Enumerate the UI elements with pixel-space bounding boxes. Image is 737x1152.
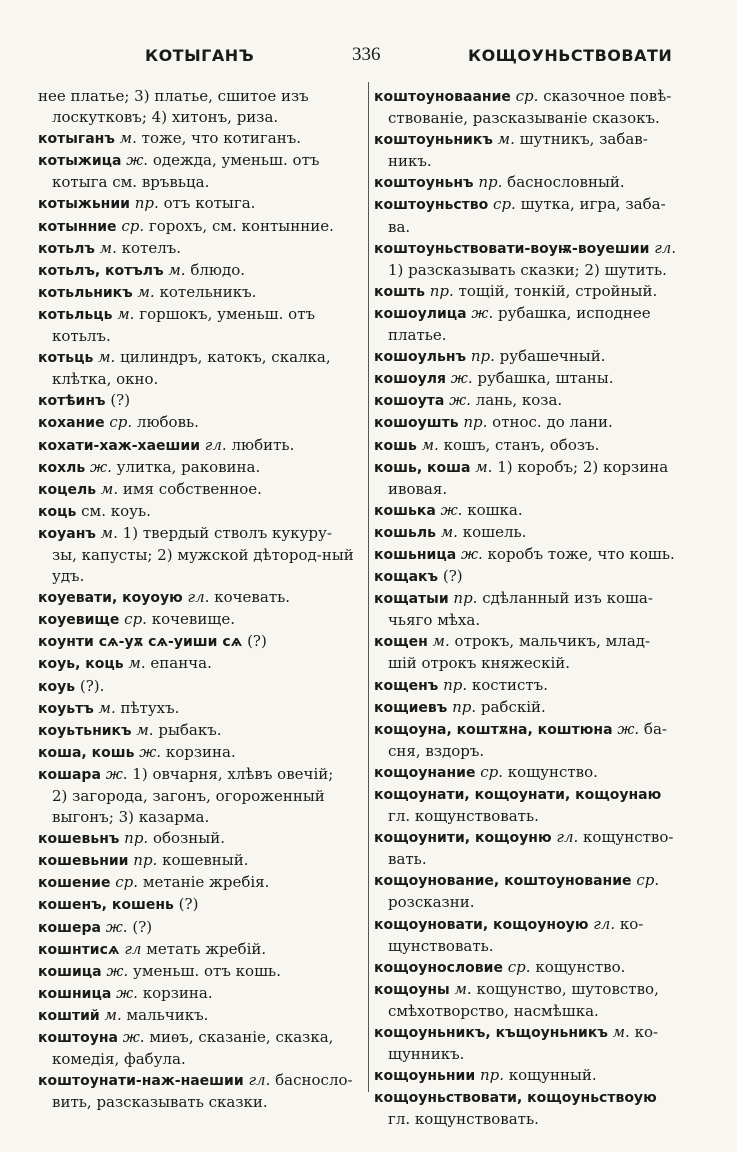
entry-headword: кощоуна, коштѫна, коштюна bbox=[374, 721, 613, 738]
entry-headword: коша, кошь bbox=[38, 744, 135, 761]
entry-headword: кошнтисѧ bbox=[38, 941, 120, 958]
entry-definition: кошевный. bbox=[162, 851, 249, 870]
entry-definition: тоже, что котиганъ. bbox=[141, 129, 302, 148]
entry-grammar: м. bbox=[128, 654, 146, 673]
dictionary-entry bbox=[374, 1087, 708, 1130]
dictionary-entry bbox=[38, 347, 368, 390]
entry-grammar: пр. bbox=[452, 697, 477, 716]
dictionary-entry bbox=[374, 390, 708, 412]
entry-grammar: м. bbox=[612, 1023, 630, 1042]
entry-grammar: ж. bbox=[90, 457, 112, 476]
dictionary-entry bbox=[38, 457, 368, 479]
dictionary-entry bbox=[38, 260, 368, 282]
entry-grammar: ж. bbox=[617, 719, 640, 738]
entry-grammar: ж. bbox=[460, 544, 483, 563]
dictionary-entry bbox=[38, 828, 368, 850]
entry-continuation: смѣхотворство, насмѣшка. bbox=[388, 1001, 599, 1020]
dictionary-entry bbox=[38, 764, 368, 828]
entry-grammar: пр. bbox=[134, 194, 159, 213]
dictionary-entry bbox=[38, 501, 368, 523]
entry-grammar: ж. bbox=[139, 742, 162, 761]
entry-headword: кощенъ bbox=[374, 677, 439, 694]
entry-definition: улитка, раковина. bbox=[116, 457, 261, 476]
dictionary-entry bbox=[374, 500, 708, 522]
entry-definition: кочевать. bbox=[214, 588, 291, 607]
dictionary-entry bbox=[374, 631, 708, 674]
entry-headword: коштоуньнъ bbox=[374, 175, 474, 192]
dictionary-entry bbox=[38, 631, 368, 653]
entry-grammar: м. bbox=[432, 632, 450, 651]
entry-headword: коуьтьникъ bbox=[38, 722, 132, 739]
entry-headword: котьць bbox=[38, 350, 94, 367]
entry-continuation: клѣтка, окно. bbox=[52, 370, 159, 389]
entry-definition: (?) bbox=[247, 632, 267, 651]
entry-continuation: розсказни. bbox=[388, 893, 475, 912]
entry-headword: кошара bbox=[38, 766, 101, 783]
entry-definition: кощунство- bbox=[583, 828, 674, 847]
entry-headword: кощакъ bbox=[374, 569, 439, 586]
entry-headword: кошенъ, кошень bbox=[38, 897, 174, 914]
entry-headword: коуанъ bbox=[38, 525, 96, 542]
dictionary-entry bbox=[38, 587, 368, 609]
entry-definition: лань, коза. bbox=[475, 391, 563, 410]
column-divider bbox=[368, 82, 369, 1092]
dictionary-entry bbox=[38, 238, 368, 260]
entry-grammar: пр. bbox=[463, 413, 488, 432]
dictionary-entry bbox=[38, 86, 368, 128]
entry-continuation: сня, вздоръ. bbox=[388, 741, 485, 760]
entry-headword: коць bbox=[38, 503, 77, 520]
dictionary-entry bbox=[374, 238, 708, 281]
dictionary-entry bbox=[374, 784, 708, 827]
entry-grammar: ср. bbox=[515, 87, 539, 105]
entry-grammar: гл. bbox=[187, 588, 210, 607]
dictionary-entry bbox=[38, 676, 368, 698]
entry-definition: уменьш. отъ кошь. bbox=[133, 961, 281, 980]
entry-headword: кошьница bbox=[374, 546, 457, 563]
entry-definition: (?) bbox=[442, 567, 463, 586]
entry-grammar: ж. bbox=[440, 500, 463, 519]
entry-definition: обозный. bbox=[152, 829, 225, 848]
header-left-word: КОТЫГАНЪ bbox=[145, 46, 255, 65]
entry-grammar: ж. bbox=[106, 961, 129, 980]
entry-headword: кохати-хаж-хаешии bbox=[38, 437, 201, 454]
dictionary-entry bbox=[38, 390, 368, 412]
entry-definition: горохъ, см. контынние. bbox=[148, 216, 334, 235]
dictionary-entry bbox=[374, 870, 708, 913]
entry-grammar: пр. bbox=[479, 1066, 504, 1085]
dictionary-entry bbox=[38, 304, 368, 347]
entry-continuation: 2) загорода, загонъ, огороженный выгонъ; 3) казарма. bbox=[52, 787, 325, 827]
dictionary-entry bbox=[374, 346, 708, 368]
entry-headword: коуь bbox=[38, 678, 76, 695]
entry-definition: ко- bbox=[634, 1023, 659, 1042]
entry-grammar: м. bbox=[421, 435, 439, 454]
entry-definition: миѳъ, сказаніе, сказка, bbox=[149, 1028, 334, 1047]
dictionary-entry bbox=[374, 194, 708, 237]
entry-headword: котьлъ, котълъ bbox=[38, 262, 164, 279]
entry-headword: кошь, коша bbox=[374, 459, 471, 476]
entry-headword: кошница bbox=[38, 985, 112, 1002]
dictionary-entry bbox=[374, 914, 708, 957]
entry-headword: кощоунати, кощоунати, кощоунаю bbox=[374, 787, 662, 803]
dictionary-entry bbox=[374, 368, 708, 390]
dictionary-entry bbox=[374, 1065, 708, 1087]
entry-grammar: пр. bbox=[453, 589, 478, 608]
entry-grammar: пр. bbox=[429, 281, 454, 300]
entry-headword: кошоулица bbox=[374, 305, 467, 322]
entry-headword: коунти сѧ-уѫ сѧ-уиши сѧ bbox=[38, 634, 243, 651]
dictionary-entry bbox=[374, 566, 708, 588]
entry-definition: рыбакъ. bbox=[158, 720, 222, 739]
entry-definition: кощунство. bbox=[507, 762, 598, 781]
entry-definition: кощунный. bbox=[508, 1066, 597, 1085]
entry-definition: (?). bbox=[79, 676, 105, 695]
entry-headword: кощоуньнии bbox=[374, 1068, 476, 1085]
entry-continuation: шій отрокъ княжескій. bbox=[388, 654, 571, 673]
entry-grammar: ж. bbox=[122, 1028, 145, 1047]
entry-definition: котелъ. bbox=[121, 238, 182, 257]
entry-definition: кошъ, станъ, обозъ. bbox=[443, 435, 600, 454]
entry-headword: кощоунание bbox=[374, 764, 476, 781]
dictionary-entry bbox=[38, 523, 368, 587]
entry-continuation: гл. кощунствовать. bbox=[388, 807, 539, 826]
entry-headword: кошь bbox=[374, 437, 417, 454]
entry-definition: относ. до лани. bbox=[492, 413, 613, 432]
entry-definition: любить. bbox=[231, 435, 295, 454]
entry-definition: отъ котыга. bbox=[163, 194, 256, 213]
entry-definition: 1) твердый стволъ кукуру- bbox=[122, 523, 332, 542]
dictionary-entry bbox=[38, 872, 368, 894]
dictionary-entry bbox=[374, 827, 708, 870]
entry-definition: рубашка, штаны. bbox=[477, 369, 614, 388]
entry-grammar: ж. bbox=[471, 303, 494, 322]
entry-definition: рабскій. bbox=[480, 697, 546, 716]
entry-grammar: м. bbox=[454, 979, 472, 998]
dictionary-entry bbox=[374, 675, 708, 697]
entry-grammar: м. bbox=[168, 260, 186, 279]
entry-headword: котыжица bbox=[38, 153, 122, 170]
entry-headword: котынние bbox=[38, 218, 117, 235]
entry-headword: котыжьнии bbox=[38, 196, 130, 213]
entry-continuation: вить, разсказывать сказки. bbox=[52, 1093, 268, 1112]
entry-grammar: пр. bbox=[124, 829, 149, 848]
entry-continuation: никъ. bbox=[388, 152, 432, 171]
entry-definition: шутникъ, забав- bbox=[519, 130, 648, 149]
entry-grammar: пр. bbox=[470, 347, 495, 366]
dictionary-entry bbox=[38, 720, 368, 742]
entry-headword: кощиевъ bbox=[374, 699, 448, 716]
entry-grammar: м. bbox=[475, 457, 493, 476]
entry-definition: имя собственное. bbox=[122, 479, 262, 498]
entry-headword: коштий bbox=[38, 1007, 100, 1024]
dictionary-entry bbox=[38, 939, 368, 961]
entry-definition: кощунство, шутовство, bbox=[476, 979, 659, 998]
entry-headword: коштоунати-наж-наешии bbox=[38, 1073, 244, 1090]
entry-headword: коштоуна bbox=[38, 1030, 118, 1047]
entry-headword: кощоуны bbox=[374, 981, 450, 998]
entry-grammar: гл bbox=[124, 939, 142, 958]
entry-continuation: гл. кощунствовать. bbox=[388, 1110, 539, 1129]
dictionary-entry bbox=[374, 588, 708, 631]
entry-headword: кощоуновати, кощоуноую bbox=[374, 916, 589, 933]
entry-headword: коуь, коць bbox=[38, 656, 124, 673]
entry-grammar: гл. bbox=[248, 1071, 271, 1090]
entry-grammar: м. bbox=[137, 282, 155, 301]
entry-grammar: гл. bbox=[204, 435, 227, 454]
entry-headword: котьлъ bbox=[38, 240, 95, 257]
entry-definition: епанча. bbox=[150, 654, 212, 673]
entry-definition: кощунство. bbox=[535, 957, 626, 976]
entry-headword: кошьль bbox=[374, 524, 436, 541]
entry-headword: кошька bbox=[374, 502, 436, 519]
entry-grammar: пр. bbox=[443, 675, 468, 694]
entry-definition: сказочное повѣ- bbox=[543, 87, 672, 105]
entry-grammar: ж. bbox=[105, 917, 128, 936]
entry-headword: кощоунование, коштоунование bbox=[374, 873, 632, 890]
entry-continuation: ствованіе, разсказываніе сказокъ. bbox=[388, 109, 660, 128]
entry-headword: коштоуньствовати-воуѭ-воуешии bbox=[374, 240, 650, 257]
entry-grammar: ж. bbox=[116, 983, 138, 1002]
dictionary-entry bbox=[374, 281, 708, 303]
entry-definition: мальчикъ. bbox=[126, 1005, 209, 1024]
entry-headword: коштоуновааниe bbox=[374, 89, 511, 105]
entry-continuation: платье. bbox=[388, 326, 447, 345]
entry-headword: коштоуньникъ bbox=[374, 132, 493, 149]
dictionary-entry bbox=[38, 961, 368, 983]
entry-continuation: котыга см. връвьца. bbox=[52, 173, 210, 192]
entry-definition: горшокъ, уменьш. отъ bbox=[139, 304, 316, 323]
entry-headword: кощоуньникъ, къщоуньникъ bbox=[374, 1025, 608, 1042]
dictionary-entry bbox=[38, 653, 368, 675]
entry-continuation: комедія, фабула. bbox=[52, 1050, 186, 1069]
entry-headword: кошица bbox=[38, 963, 102, 980]
entry-continuation: ивовая. bbox=[388, 479, 448, 498]
dictionary-entry bbox=[374, 957, 708, 979]
entry-definition: блюдо. bbox=[190, 260, 246, 279]
entry-definition: см. коуь. bbox=[81, 501, 151, 520]
entry-grammar: ж. bbox=[126, 151, 149, 170]
entry-grammar: ср. bbox=[636, 871, 660, 890]
entry-grammar: гл. bbox=[556, 828, 579, 847]
entry-definition: рубашечный. bbox=[499, 347, 606, 366]
right-column bbox=[374, 86, 708, 1131]
entry-headword: кошоута bbox=[374, 393, 445, 410]
entry-continuation: ва. bbox=[388, 217, 411, 236]
entry-headword: кошевьнъ bbox=[38, 831, 120, 848]
dictionary-entry bbox=[374, 412, 708, 434]
entry-headword: котыганъ bbox=[38, 131, 115, 148]
entry-definition: (?) bbox=[132, 917, 153, 936]
entry-headword: коцель bbox=[38, 481, 97, 498]
entry-continuation: щунствовать. bbox=[388, 936, 494, 955]
entry-continuation: котьлъ. bbox=[52, 327, 111, 346]
dictionary-entry bbox=[374, 172, 708, 194]
entry-definition: цилиндръ, катокъ, скалка, bbox=[120, 348, 331, 367]
header-right-word: КОЩОУНЬСТВОВАТИ bbox=[468, 46, 673, 65]
dictionary-entry bbox=[38, 479, 368, 501]
entry-definition: шутка, игра, заба- bbox=[520, 195, 666, 214]
dictionary-entry bbox=[38, 983, 368, 1005]
entry-grammar: м. bbox=[119, 129, 137, 148]
entry-headword: коуевати, коуоую bbox=[38, 590, 183, 607]
dictionary-entry bbox=[374, 86, 708, 129]
dictionary-entry bbox=[38, 1005, 368, 1027]
entry-grammar: м. bbox=[100, 479, 119, 498]
entry-grammar: м. bbox=[100, 523, 118, 542]
dictionary-entry bbox=[38, 894, 368, 916]
entry-grammar: ср. bbox=[115, 873, 139, 892]
entry-grammar: м. bbox=[497, 130, 515, 149]
entry-definition: ба- bbox=[643, 719, 667, 738]
entry-definition: нее платье; 3) платье, сшитое изъ bbox=[38, 87, 309, 105]
entry-grammar: м. bbox=[117, 304, 135, 323]
entry-headword: кощоунити, кощоуню bbox=[374, 830, 552, 847]
dictionary-entry bbox=[374, 435, 708, 457]
dictionary-entry bbox=[38, 128, 368, 150]
entry-definition: костистъ. bbox=[471, 675, 549, 694]
entry-definition: басносло- bbox=[275, 1071, 353, 1090]
entry-definition: любовь. bbox=[136, 413, 199, 432]
dictionary-entry bbox=[374, 979, 708, 1022]
entry-grammar: м. bbox=[440, 522, 458, 541]
dictionary-entry bbox=[374, 697, 708, 719]
entry-definition: котельникъ. bbox=[159, 282, 257, 301]
entry-headword: котѣинъ bbox=[38, 393, 106, 410]
entry-headword: кошоуля bbox=[374, 371, 446, 388]
entry-continuation: 1) разсказывать сказки; 2) шутить. bbox=[388, 260, 667, 279]
entry-headword: кощоунословие bbox=[374, 959, 503, 976]
entry-grammar: ср. bbox=[124, 610, 147, 629]
entry-continuation: лоскутковъ; 4) хитонъ, риза. bbox=[52, 108, 279, 127]
entry-grammar: ср. bbox=[480, 762, 504, 781]
entry-headword: кощен bbox=[374, 634, 428, 651]
entry-definition: метать жребій. bbox=[146, 939, 267, 958]
dictionary-entry bbox=[38, 435, 368, 457]
entry-definition: кошка. bbox=[467, 500, 523, 519]
entry-continuation: чьяго мѣха. bbox=[388, 611, 481, 630]
page-number: 336 bbox=[352, 44, 381, 65]
entry-grammar: м. bbox=[98, 348, 116, 367]
dictionary-entry bbox=[38, 742, 368, 764]
entry-grammar: м. bbox=[99, 238, 117, 257]
entry-definition: корзина. bbox=[165, 742, 236, 761]
entry-grammar: м. bbox=[104, 1005, 122, 1024]
dictionary-entry bbox=[374, 303, 708, 346]
dictionary-entry bbox=[38, 609, 368, 631]
entry-headword: кохание bbox=[38, 415, 105, 432]
entry-headword: кохль bbox=[38, 459, 86, 476]
dictionary-entry bbox=[38, 850, 368, 872]
entry-grammar: пр. bbox=[133, 851, 158, 870]
entry-definition: метаніе жребія. bbox=[142, 873, 270, 892]
entry-definition: одежда, уменьш. отъ bbox=[152, 151, 320, 170]
entry-headword: котьльникъ bbox=[38, 284, 133, 301]
left-column bbox=[38, 86, 368, 1113]
entry-grammar: ср. bbox=[507, 957, 531, 976]
entry-continuation: щунникъ. bbox=[388, 1045, 465, 1064]
dictionary-entry bbox=[38, 193, 368, 215]
entry-definition: 1) коробъ; 2) корзина bbox=[497, 457, 669, 476]
entry-grammar: гл. bbox=[654, 238, 677, 257]
entry-definition: пѣтухъ. bbox=[120, 698, 180, 717]
entry-headword: кощоуньствовати, кощоуньствоую bbox=[374, 1090, 657, 1107]
entry-headword: кошевьнии bbox=[38, 853, 129, 870]
dictionary-entry bbox=[374, 129, 708, 172]
entry-grammar: ср. bbox=[109, 413, 133, 432]
entry-headword: кошение bbox=[38, 875, 111, 892]
entry-grammar: ср. bbox=[121, 216, 145, 235]
entry-continuation: зы, капусты; 2) мужской дѣтород-ный удъ. bbox=[52, 545, 354, 586]
entry-headword: кошть bbox=[374, 283, 425, 300]
entry-definition: корзина. bbox=[142, 983, 213, 1002]
dictionary-entry bbox=[38, 698, 368, 720]
dictionary-entry bbox=[38, 917, 368, 939]
entry-headword: кошера bbox=[38, 919, 101, 936]
entry-headword: коуьтъ bbox=[38, 700, 94, 717]
entry-definition: коробъ тоже, что кошь. bbox=[487, 544, 675, 563]
entry-headword: коштоуньство bbox=[374, 197, 489, 214]
dictionary-entry bbox=[38, 1027, 368, 1070]
page-header bbox=[0, 42, 737, 70]
dictionary-entry bbox=[38, 282, 368, 304]
entry-grammar: гл. bbox=[593, 914, 616, 933]
dictionary-entry bbox=[374, 1022, 708, 1065]
entry-definition: кошель. bbox=[462, 522, 527, 541]
dictionary-entry bbox=[374, 762, 708, 784]
entry-definition: рубашка, исподнее bbox=[498, 303, 651, 322]
dictionary-entry bbox=[374, 522, 708, 544]
dictionary-entry bbox=[38, 150, 368, 193]
entry-grammar: м. bbox=[136, 720, 154, 739]
entry-definition: (?) bbox=[178, 895, 199, 914]
entry-definition: тощій, тонкій, стройный. bbox=[458, 281, 658, 300]
entry-headword: кошоушть bbox=[374, 415, 459, 432]
entry-definition: баснословный. bbox=[507, 173, 625, 192]
entry-headword: коуевище bbox=[38, 612, 120, 629]
dictionary-entry bbox=[374, 544, 708, 566]
entry-grammar: ж. bbox=[105, 764, 128, 783]
dictionary-entry bbox=[38, 1070, 368, 1113]
dictionary-entry bbox=[38, 216, 368, 238]
entry-definition: ко- bbox=[619, 914, 644, 933]
entry-headword: кощатыи bbox=[374, 591, 449, 608]
dictionary-entry bbox=[374, 719, 708, 762]
entry-grammar: ж. bbox=[449, 391, 471, 410]
entry-definition: (?) bbox=[110, 391, 131, 410]
entry-headword: котьльць bbox=[38, 306, 113, 323]
entry-definition: сдѣланный изъ коша- bbox=[482, 589, 653, 608]
entry-definition: отрокъ, мальчикъ, млад- bbox=[454, 632, 651, 651]
entry-grammar: ж. bbox=[450, 369, 473, 388]
entry-definition: 1) овчарня, хлѣвъ овечій; bbox=[132, 764, 334, 783]
entry-grammar: м. bbox=[98, 698, 116, 717]
dictionary-entry bbox=[38, 412, 368, 434]
entry-continuation: вать. bbox=[388, 850, 427, 869]
dictionary-entry bbox=[374, 457, 708, 500]
entry-grammar: ср. bbox=[493, 195, 516, 214]
entry-definition: кочевище. bbox=[151, 610, 235, 629]
entry-headword: кошоульнъ bbox=[374, 349, 467, 366]
entry-grammar: пр. bbox=[478, 173, 503, 192]
